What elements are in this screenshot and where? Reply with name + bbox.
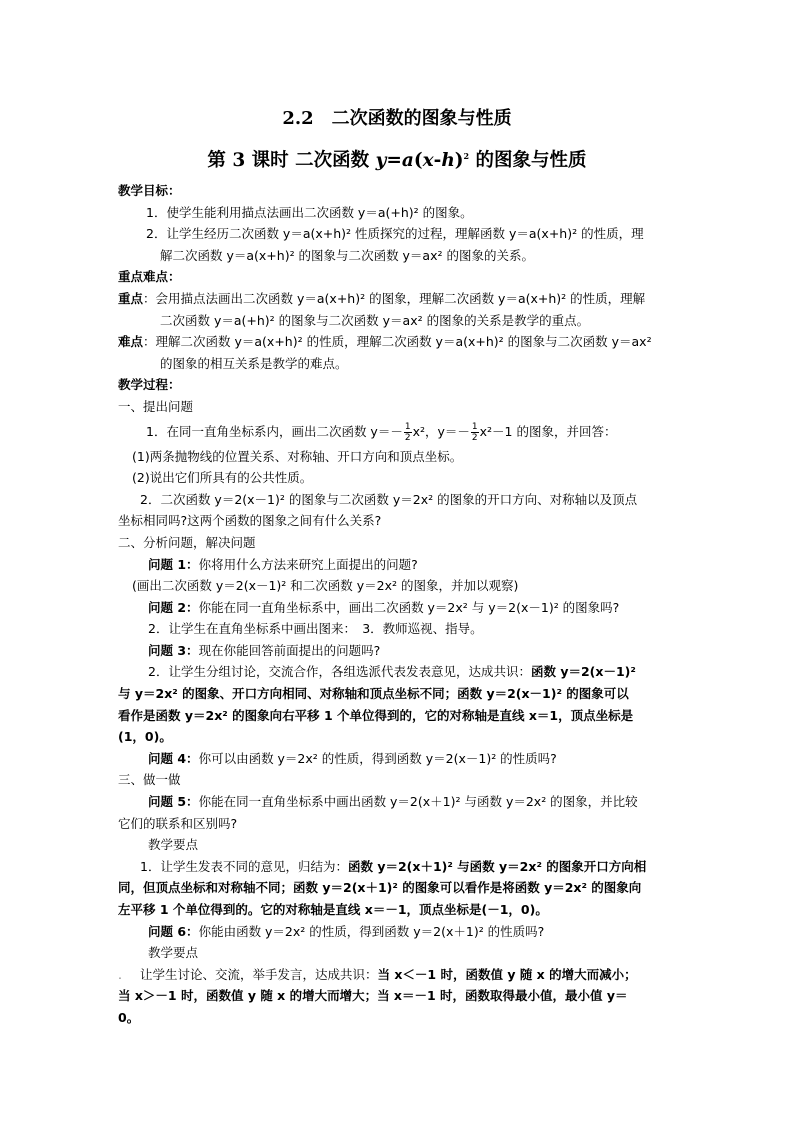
key-point-line-2: 二次函数 y＝a(+h)² 的图象与二次函数 y＝ax² 的图象的关系是教学的重点。 — [160, 312, 590, 328]
tp2-bold: 当 x＜－1 时，函数值 y 随 x 的增大而减小； — [377, 966, 637, 982]
question-5-text: 你能在同一直角坐标系中画出函数 y＝2(x＋1)² 与函数 y＝2x² 的图象，并比较 — [198, 794, 638, 810]
question-4 — [118, 748, 678, 770]
question-2-steps: 2．让学生在直角坐标系中画出图来： 3．教师巡视、指导。 — [148, 621, 483, 637]
question-3-text: 现在你能回答前面提出的问题吗? — [198, 642, 381, 658]
section-1-question-2-line-2: 坐标相同吗?这两个函数的图象之间有什么关系? — [118, 513, 382, 529]
teaching-points-1-line-3: 左平移 1 个单位得到的。它的对称轴是直线 x＝－1，顶点坐标是(－1，0)。 — [118, 902, 548, 917]
formula-exponent: 2 — [463, 150, 470, 161]
keypoints-heading: 重点难点： — [118, 269, 181, 285]
key-point-label: 重点 — [118, 290, 144, 306]
formula-x: x — [422, 150, 434, 171]
lesson-title-suffix: 的图象与性质 — [469, 150, 587, 171]
question-3-answer-line-4: (1，0)。 — [118, 729, 172, 745]
formula-close-paren: ) — [454, 150, 464, 171]
formula-h: h — [441, 150, 455, 171]
goal-item-2-line-2: 解二次函数 y＝a(x+h)² 的图象与二次函数 y＝ax² 的图象的关系。 — [160, 247, 534, 263]
question-2-text: 你能在同一直角坐标系中，画出二次函数 y＝2x² 与 y＝2(x－1)² 的图象吗? — [198, 599, 620, 615]
fraction-half: $\frac{1}{2}$ — [404, 421, 411, 443]
q3-answer-bold: 函数 y＝2(x－1)² — [530, 664, 636, 680]
question-3-answer-line-1 — [118, 661, 678, 683]
tp2-intro: 让学生讨论、交流，举手发言，达成共识： — [140, 966, 378, 982]
question-3-answer-line-2: 与 y＝2x² 的图象、开口方向相同、对称轴和顶点坐标不同；函数 y＝2(x－1)² 的图象可以 — [118, 686, 629, 702]
key-point-text: ：会用描点法画出二次函数 y＝a(x+h)² 的图象，理解二次函数 y＝a(x+h)² 的性质，理解 — [143, 290, 646, 306]
lesson-title — [0, 146, 794, 172]
formula-a: a — [401, 150, 414, 171]
formula-open-paren: ( — [413, 150, 423, 171]
lesson-title-prefix: 第 3 课时 二次函数 — [207, 150, 376, 171]
section-3-heading: 三、做一做 — [118, 772, 181, 788]
difficulty-text: ：理解二次函数 y＝a(x+h)² 的性质，理解二次函数 y＝a(x+h)² 的图象与二次函数 y＝ax² — [143, 334, 652, 350]
formula-minus: - — [433, 150, 442, 171]
process-heading: 教学过程： — [118, 377, 181, 393]
question-5-line-1 — [118, 791, 678, 813]
section-1-sub-1: (1)两条抛物线的位置关系、对称轴、开口方向和顶点坐标。 — [132, 448, 463, 464]
difficulty-label: 难点 — [118, 334, 144, 350]
question-2-label: 问题 2： — [148, 599, 199, 615]
tp1-bold: 函数 y＝2(x＋1)² 与函数 y＝2x² 的图象开口方向相 — [347, 858, 647, 874]
question-6-label: 问题 6： — [148, 923, 199, 939]
difficulty-line-1 — [118, 331, 678, 353]
question-3 — [118, 640, 678, 662]
teaching-points-heading-1: 教学要点 — [148, 837, 199, 853]
goal-item-2-line-1: 2．让学生经历二次函数 y＝a(x+h)² 性质探究的过程，理解函数 y＝a(x+h)² 的性质，理 — [146, 226, 644, 242]
question-5-label: 问题 5： — [148, 794, 199, 810]
q1-text-a: 1．在同一直角坐标系内，画出二次函数 y＝－ — [146, 423, 403, 439]
question-1-text: 你将用什么方法来研究上面提出的问题? — [198, 556, 418, 572]
teaching-points-2-line-2: 当 x＞－1 时，函数值 y 随 x 的增大而增大；当 x＝－1 时，函数取得最小值，最小值 y＝ — [118, 988, 628, 1004]
question-6 — [118, 921, 678, 943]
teaching-points-2-line-1 — [118, 964, 678, 986]
q1-text-b: x²，y＝－ — [412, 423, 470, 439]
difficulty-line-2: 的图象的相互关系是教学的难点。 — [160, 355, 348, 371]
teaching-points-heading-2: 教学要点 — [148, 945, 199, 961]
question-5-line-2: 它们的联系和区别吗? — [118, 815, 238, 831]
document-body — [118, 180, 678, 1029]
question-1 — [118, 554, 678, 576]
question-3-answer-line-3: 看作是函数 y＝2x² 的图象向右平移 1 个单位得到的，它的对称轴是直线 x＝1，顶点坐标是 — [118, 707, 634, 723]
teaching-points-1-line-2: 同，但顶点坐标和对称轴不同；函数 y＝2(x＋1)² 的图象可以看作是将函数 y＝2x² 的图象向 — [118, 880, 642, 896]
fraction-half-2: $\frac{1}{2}$ — [471, 421, 478, 443]
section-2-heading: 二、分析问题，解决问题 — [118, 534, 256, 550]
formula-y: y — [375, 150, 387, 171]
bullet-dot: . — [118, 966, 122, 982]
section-1-question-2-line-1: 2．二次函数 y＝2(x－1)² 的图象与二次函数 y＝2x² 的图象的开口方向、对称轴以及顶点 — [140, 491, 638, 507]
section-1-sub-2: (2)说出它们所具有的公共性质。 — [132, 470, 313, 486]
question-4-label: 问题 4： — [148, 750, 199, 766]
question-2 — [118, 597, 678, 619]
q3-answer-intro: 2．让学生分组讨论，交流合作，各组选派代表发表意见，达成共识： — [148, 664, 531, 680]
question-6-text: 你能由函数 y＝2x² 的性质，得到函数 y＝2(x＋1)² 的性质吗? — [198, 923, 545, 939]
section-1-heading: 一、提出问题 — [118, 398, 194, 414]
question-1-label: 问题 1： — [148, 556, 199, 572]
section-1-question-1 — [118, 418, 678, 446]
question-1-note: (画出二次函数 y＝2(x－1)² 和二次函数 y＝2x² 的图象，并加以观察) — [132, 578, 519, 594]
question-3-label: 问题 3： — [148, 642, 199, 658]
document-title: 2.2 二次函数的图象与性质 — [282, 108, 512, 129]
goal-item-1: 1．使学生能利用描点法画出二次函数 y＝a(+h)² 的图象。 — [146, 204, 473, 220]
teaching-points-2-line-3: 0。 — [118, 1009, 140, 1025]
key-point-line-1 — [118, 288, 678, 310]
q1-text-c: x²－1 的图象，并回答： — [479, 423, 617, 439]
formula-eq: = — [386, 150, 402, 171]
tp1-intro: 1．让学生发表不同的意见，归结为： — [140, 858, 348, 874]
goals-heading: 教学目标： — [118, 183, 181, 198]
question-4-text: 你可以由函数 y＝2x² 的性质，得到函数 y＝2(x－1)² 的性质吗? — [198, 750, 557, 766]
teaching-points-1-line-1 — [118, 856, 678, 878]
